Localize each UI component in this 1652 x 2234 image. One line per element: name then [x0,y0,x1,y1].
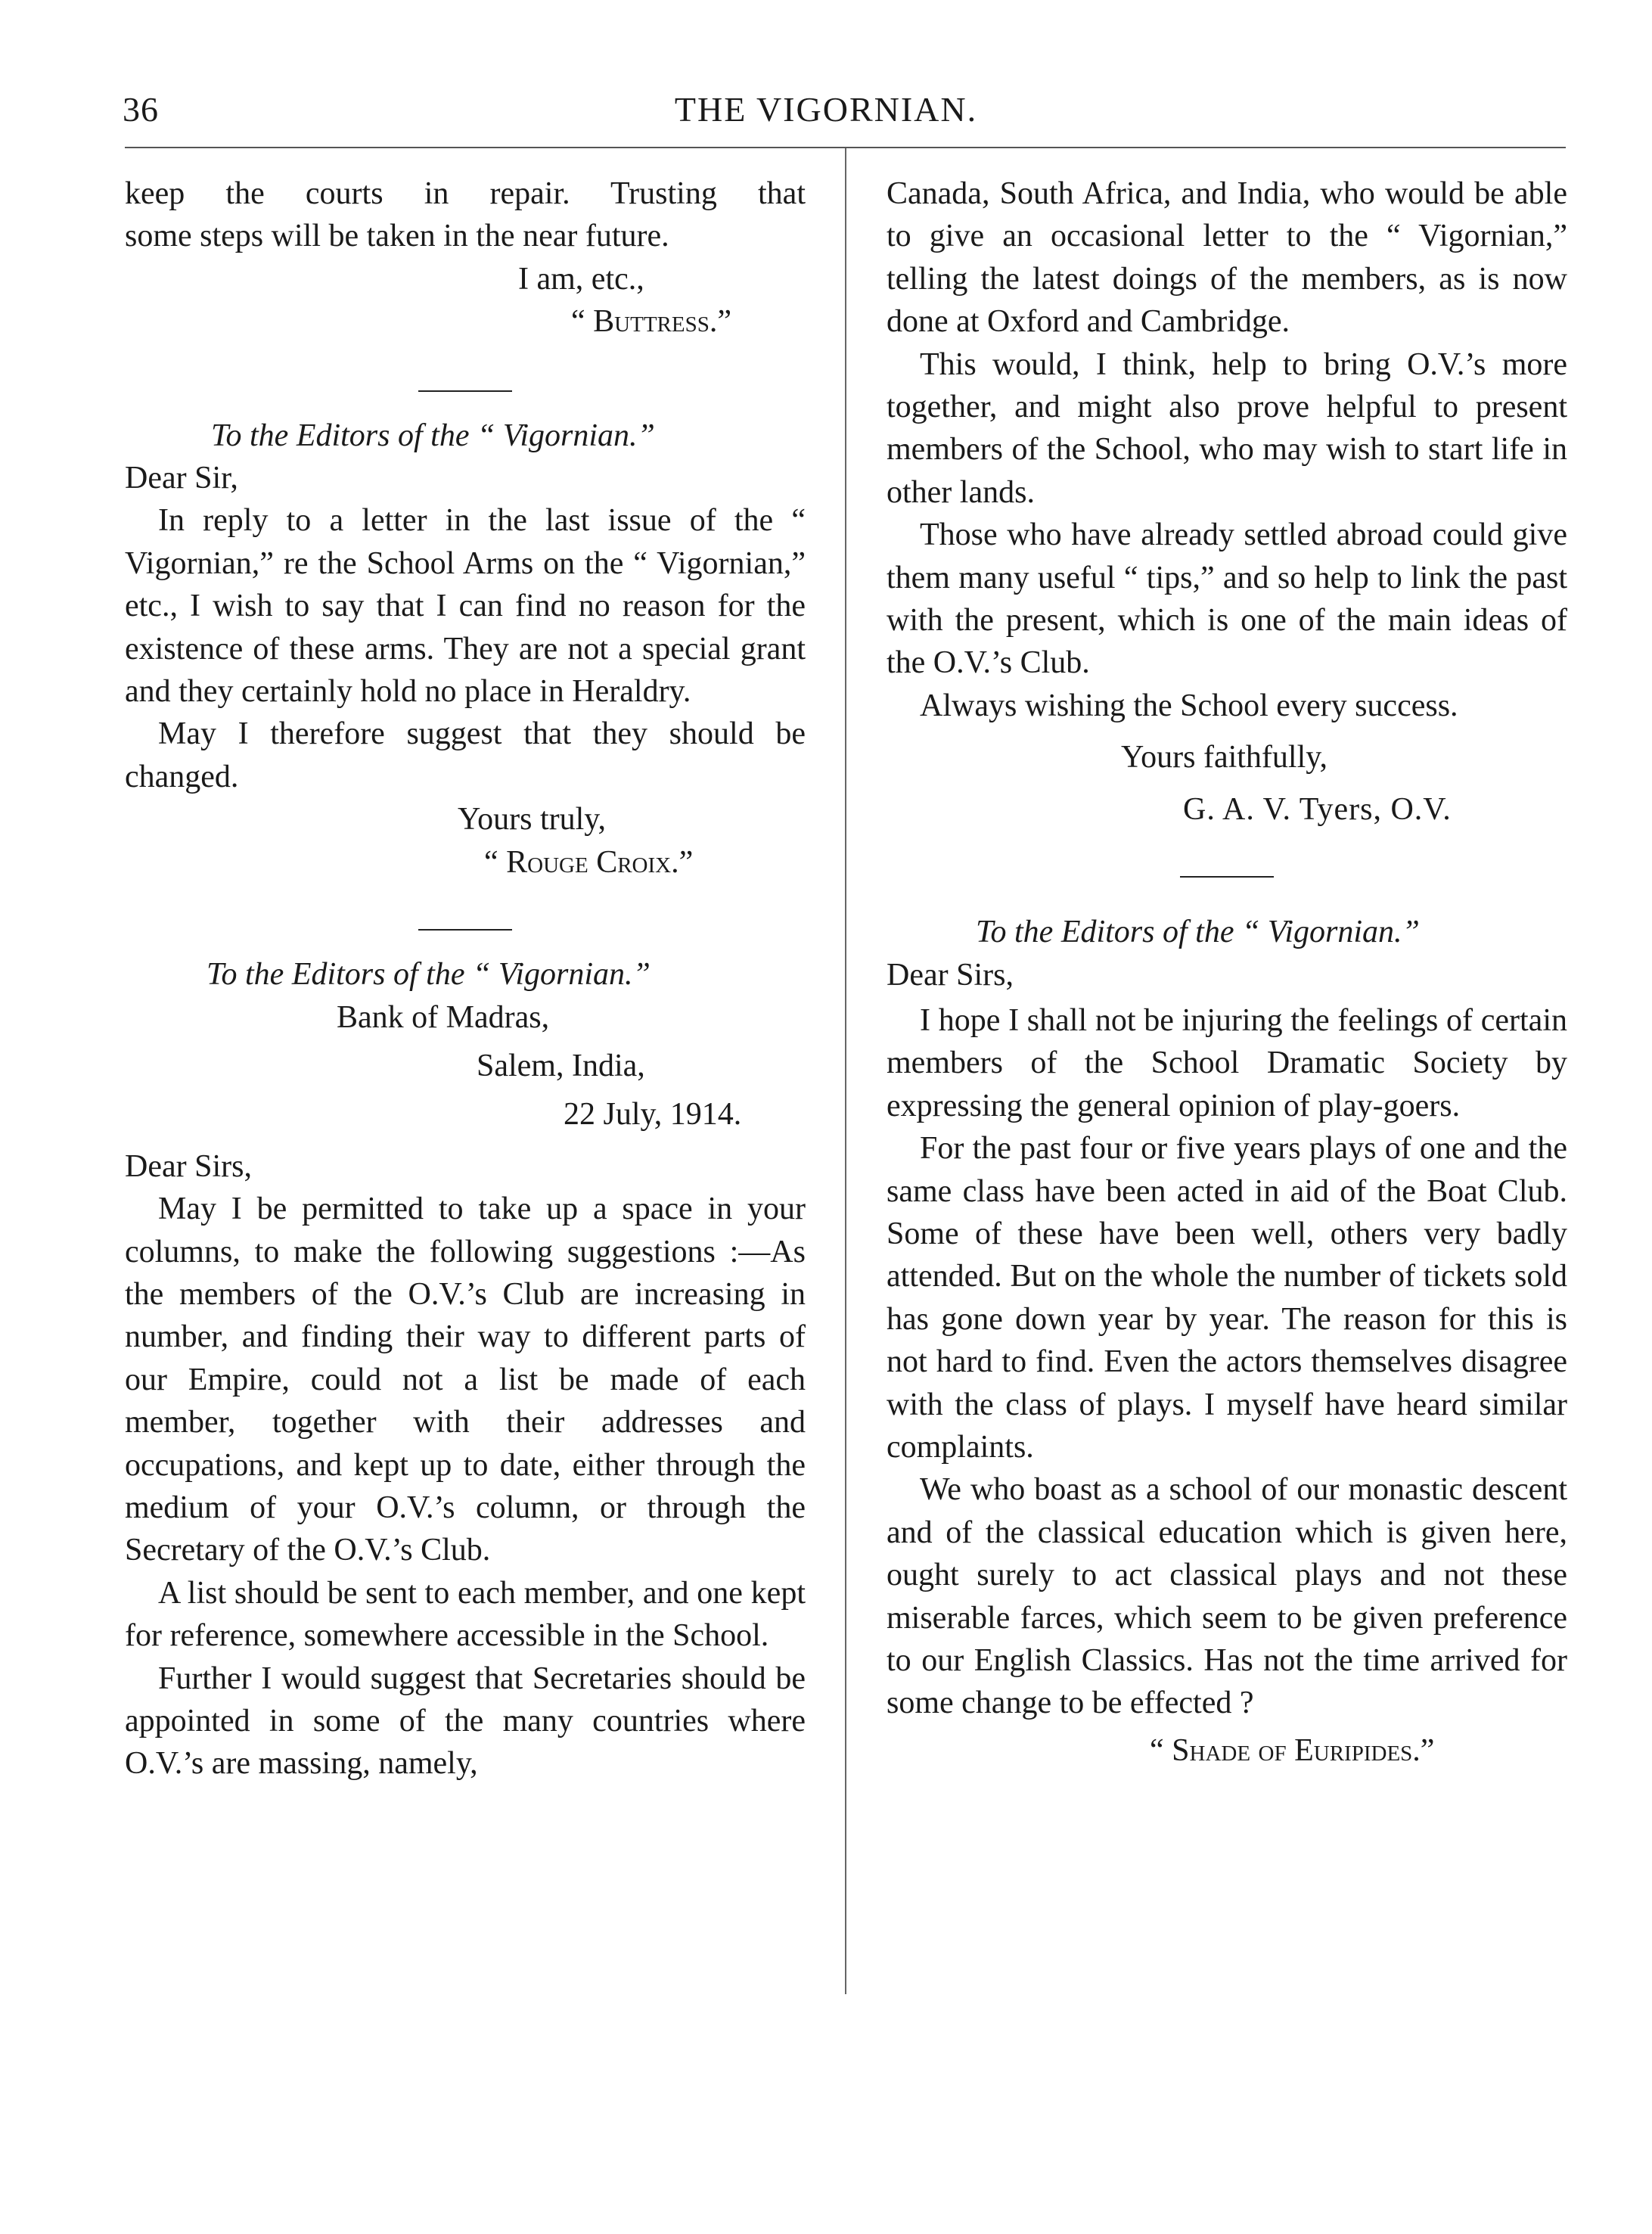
letter-3-address-line-1: Bank of Madras, [337,999,550,1035]
letter-1-closing: I am, etc., [518,261,644,297]
letter-4-paragraph-3: We who boast as a school of our monastic descent and of the classical education which is given here, ought surely to act classical plays and not these miserable farces, which seem to be given preference to our English Classics. Has not the time arrived for some change to be effected ? [887,1472,1567,1721]
letter-3-paragraph-3-continued: Canada, South Africa, and India, who would be able to give an occasional letter to the “ Vigornian,” telling the latest doings of the members, as is now done at Oxford and Cambridge. [887,176,1567,340]
letter-3-paragraph-2: A list should be sent to each member, and one kept for reference, somewhere accessible in the School. [125,1575,806,1654]
column-divider [845,148,846,1994]
letter-3-heading: To the Editors of the “ Vigornian.” [206,957,651,993]
letter-3-paragraph-3: Further I would suggest that Secretaries should be appointed in some of the many countries where O.V.’s are massing, namely, [125,1661,806,1782]
page-number: 36 [123,90,159,129]
letter-2-closing: Yours truly, [458,802,607,837]
letter-3-paragraph-6: Always wishing the School every success. [920,688,1458,723]
letter-3-signature: G. A. V. Tyers, O.V. [1183,791,1452,827]
letter-1-signature: “ Buttress.” [571,304,731,340]
letter-3-paragraph-5: Those who have already settled abroad could give them many useful “ tips,” and so help to link the past with the present, which is one of the main ideas of the O.V.’s Club. [887,517,1567,681]
letter-2-heading: To the Editors of the “ Vigornian.” [211,418,655,453]
letter-4-signature: “ Shade of Euripides.” [1150,1732,1435,1768]
letter-3-paragraph-4: This would, I think, help to bring O.V.’s more together, and might also prove helpful to present members of the School, who may wish to start life in other lands. [887,346,1567,510]
letter-3-paragraph-1: May I be permitted to take up a space in your columns, to make the following suggestions :—As the members of the O.V.’s Club are increasing in number, and finding their way to different parts of our Empire, could not a list be made of each member, together with their addresses and occupations, and kept up to date, either through the medium of your O.V.’s column, or through the Secretary of the O.V.’s Club. [125,1192,806,1568]
letter-2-paragraph-1: In reply to a letter in the last issue of the “ Vigornian,” re the School Arms on the “ Vigornian,” etc., I wish to say that I can find no reason for the existence of these arms. They are not a special grant and they certainly hold no place in Heraldry. [125,503,806,710]
letter-4-paragraph-1: I hope I shall not be injuring the feelings of certain members of the School Dramatic Society by expressing the general opinion of play-goers. [887,1002,1567,1123]
letter-3-date: 22 July, 1914. [564,1097,742,1133]
letter-4-heading: To the Editors of the “ Vigornian.” [976,915,1420,950]
letter-3-address-line-2: Salem, India, [477,1048,645,1083]
running-title: THE VIGORNIAN. [674,90,978,129]
letter-2-signature: “ Rouge Croix.” [484,844,694,880]
letter-2-paragraph-2: May I therefore suggest that they should be changed. [125,716,806,794]
letter-2-salutation: Dear Sir, [125,461,238,496]
letter-1-continuation-line-1: keep the courts in repair. Trusting that [125,176,806,211]
letter-4-salutation: Dear Sirs, [887,957,1014,993]
letter-1-continuation-line-2: some steps will be taken in the near future. [125,219,669,254]
letter-4-paragraph-2: For the past four or five years plays of one and the same class have been acted in aid of the Boat Club. Some of these have been well, others very badly attended. But on the whole the number of tickets sold has gone down year by year. The reason for this is not hard to find. Even the actors themselves disagree with the class of plays. I myself have heard similar complaints. [887,1131,1567,1465]
right-column [887,172,1567,1772]
letter-3-salutation: Dear Sirs, [125,1148,252,1184]
left-column [125,172,806,1785]
letter-3-closing: Yours faithfully, [1121,740,1328,775]
